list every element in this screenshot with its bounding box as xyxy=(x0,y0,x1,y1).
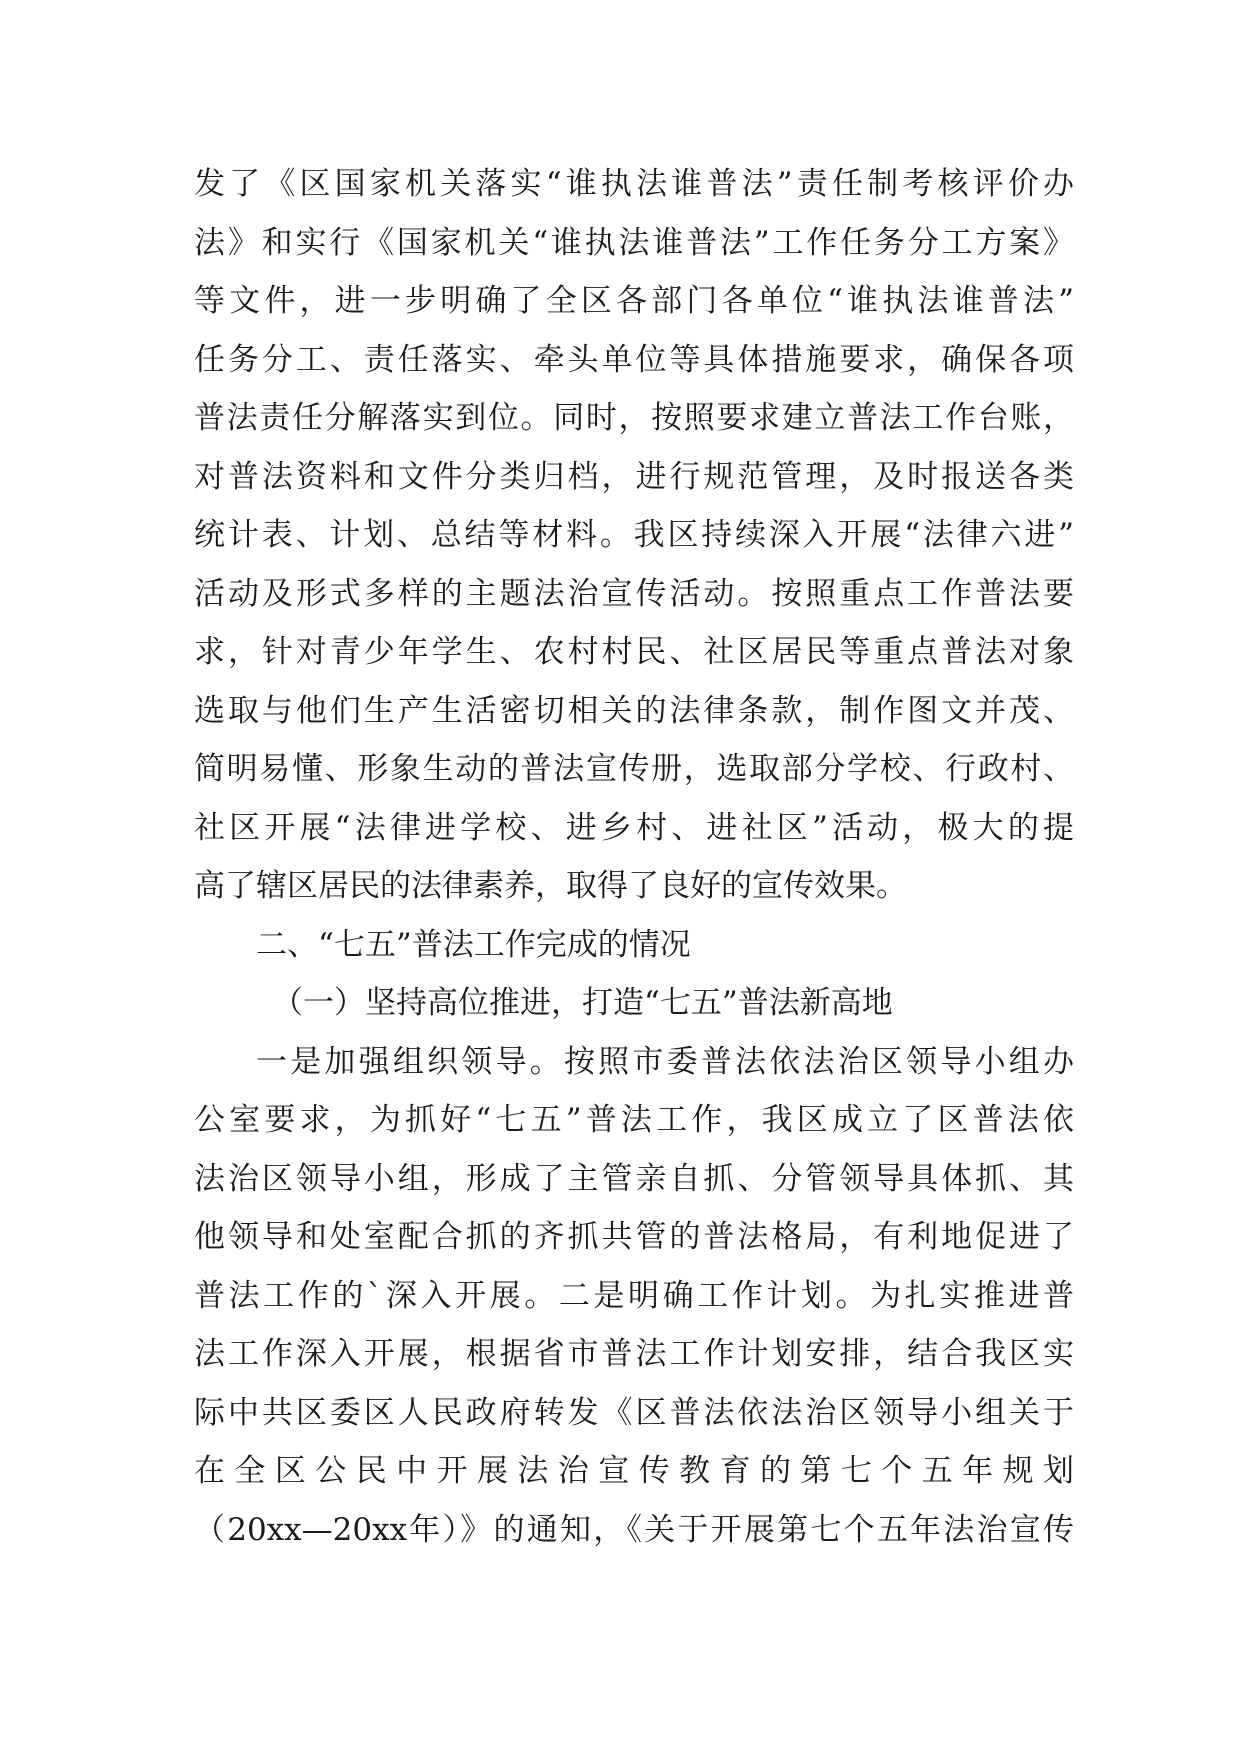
text-line: 对普法资料和文件分类归档，进行规范管理，及时报送各类 xyxy=(194,458,1074,495)
subsection-heading: （一）坚持高位推进，打造“七五”普法新高地 xyxy=(272,985,893,1021)
text-line: 公室要求，为抓好“七五”普法工作，我区成立了区普法依 xyxy=(194,1102,1074,1138)
text-line: 选取与他们生产生活密切相关的法律条款，制作图文并茂、 xyxy=(194,692,1074,729)
text-line: 统计表、计划、总结等材料。我区持续深入开展“法律六进” xyxy=(194,517,1074,553)
text-line: （20xx—20xx年）》的通知，《关于开展第七个五年法治宣传 xyxy=(194,1511,1074,1548)
text-line: 活动及形式多样的主题法治宣传活动。按照重点工作普法要 xyxy=(194,575,1074,612)
text-line: 在全区公民中开展法治宣传教育的第七个五年规划 xyxy=(194,1453,1074,1489)
text-line: 任务分工、责任落实、牵头单位等具体措施要求，确保各项 xyxy=(194,341,1074,378)
text-line: 简明易懂、形象生动的普法宣传册，选取部分学校、行政村、 xyxy=(194,751,1074,787)
text-line: 社区开展“法律进学校、进乡村、进社区”活动，极大的提 xyxy=(194,809,1074,846)
text-line: 法治区领导小组，形成了主管亲自抓、分管领导具体抓、其 xyxy=(194,1160,1074,1197)
paragraph-last-line: 高了辖区居民的法律素养，取得了良好的宣传效果。 xyxy=(194,868,907,904)
text-line: 法工作深入开展，根据省市普法工作计划安排，结合我区实 xyxy=(194,1336,1074,1372)
paragraph-first-line: 一是加强组织领导。按照市委普法依法治区领导小组办 xyxy=(256,1043,1074,1080)
section-heading: 二、“七五”普法工作完成的情况 xyxy=(256,926,691,963)
text-line: 普法责任分解落实到位。同时，按照要求建立普法工作台账， xyxy=(194,400,1074,436)
text-line: 普法工作的`深入开展。二是明确工作计划。为扎实推进普 xyxy=(194,1277,1074,1314)
text-line: 法》和实行《国家机关“谁执法谁普法”工作任务分工方案》 xyxy=(194,224,1074,261)
text-line: 求，针对青少年学生、农村村民、社区居民等重点普法对象 xyxy=(194,634,1074,670)
text-line: 他领导和处室配合抓的齐抓共管的普法格局，有利地促进了 xyxy=(194,1219,1074,1255)
body-text xyxy=(194,155,1074,1559)
text-line: 发了《区国家机关落实“谁执法谁普法”责任制考核评价办 xyxy=(194,166,1074,202)
text-line: 际中共区委区人民政府转发《区普法依法治区领导小组关于 xyxy=(194,1394,1074,1431)
text-line: 等文件，进一步明确了全区各部门各单位“谁执法谁普法” xyxy=(194,283,1074,319)
